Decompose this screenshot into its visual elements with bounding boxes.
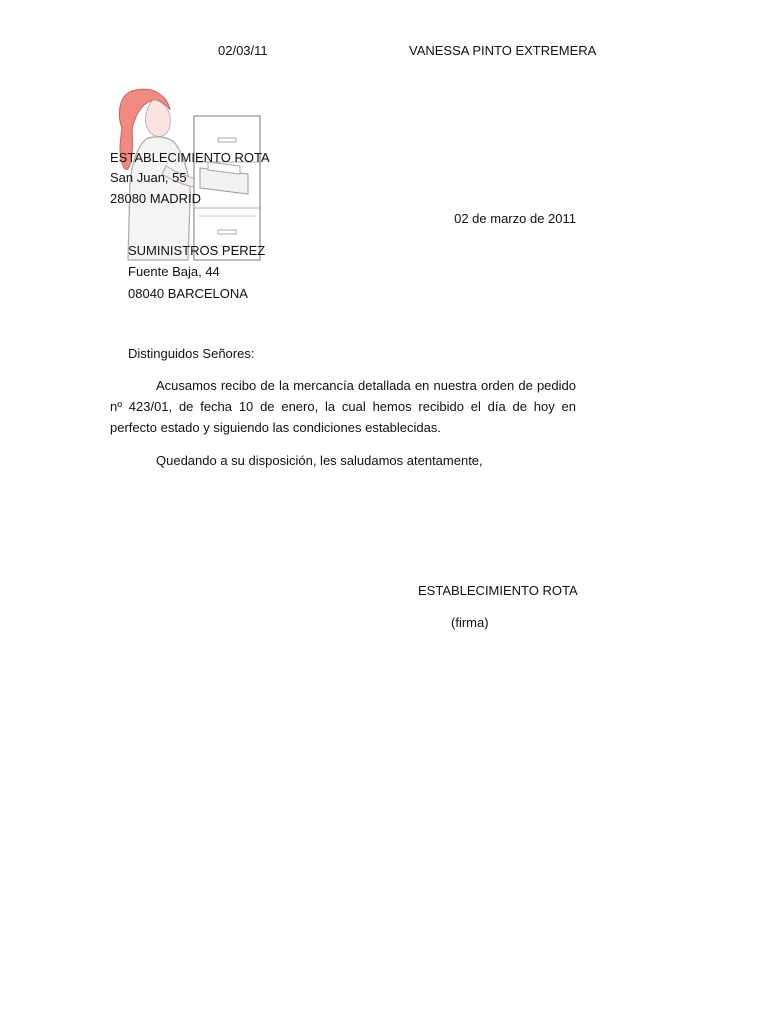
closing-line: Quedando a su disposición, les saludamos atentamente,	[156, 453, 483, 468]
sender-street: San Juan, 55	[110, 170, 187, 185]
recipient-street: Fuente Baja, 44	[128, 264, 220, 279]
recipient-city: 08040 BARCELONA	[128, 286, 248, 301]
salutation: Distinguidos Señores:	[128, 346, 255, 361]
header-author: VANESSA PINTO EXTREMERA	[409, 43, 597, 58]
header-date: 02/03/11	[218, 43, 268, 58]
sender-city: 28080 MADRID	[110, 191, 202, 206]
signature-label: (firma)	[451, 615, 489, 630]
letter-date: 02 de marzo de 2011	[454, 211, 576, 226]
body-paragraph: Acusamos recibo de la mercancía detallada en nuestra orden de pedido nº 423/01, de fecha 10 de enero, la cual hemos recibido el día de hoy en perfecto estado y siguiendo las condiciones establecidas.	[110, 378, 576, 435]
sender-name: ESTABLECIMIENTO ROTA	[110, 150, 270, 165]
recipient-name: SUMINISTROS PEREZ	[128, 243, 266, 258]
signature-company: ESTABLECIMIENTO ROTA	[418, 583, 578, 598]
